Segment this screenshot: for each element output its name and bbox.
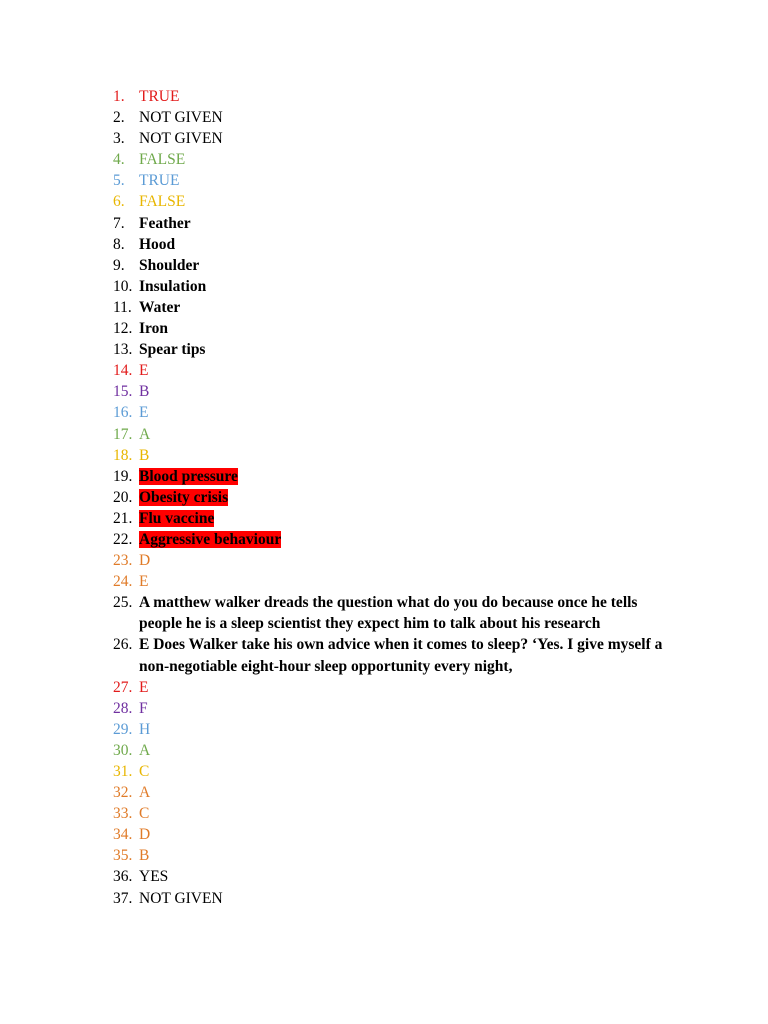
answer-text: NOT GIVEN xyxy=(139,109,223,127)
answer-number: 31. xyxy=(113,763,133,780)
answer-text-wrap xyxy=(139,128,673,149)
answer-item xyxy=(113,381,673,402)
answer-text-wrap xyxy=(139,761,673,782)
answer-number: 24. xyxy=(113,573,133,591)
answer-item xyxy=(113,740,673,761)
answer-text: YES xyxy=(139,868,169,886)
answer-text-wrap xyxy=(139,255,673,276)
answer-number: 10. xyxy=(113,277,133,295)
answer-item xyxy=(113,571,673,592)
answer-text: D xyxy=(139,826,151,844)
answer-text-wrap xyxy=(139,740,673,761)
answer-text-wrap xyxy=(139,170,673,191)
answer-number: 5. xyxy=(113,172,125,190)
answer-text-wrap xyxy=(139,360,673,381)
answer-text-wrap xyxy=(139,424,673,445)
answer-item xyxy=(113,761,673,782)
answer-text-wrap xyxy=(139,445,673,466)
answer-number: 20. xyxy=(113,488,133,506)
answer-text-wrap xyxy=(139,698,673,719)
answer-text: FALSE xyxy=(139,151,186,169)
answer-text-wrap xyxy=(139,824,673,845)
answer-text-wrap xyxy=(139,487,673,508)
answer-text: E xyxy=(139,404,149,422)
answer-item xyxy=(113,698,673,719)
answer-text-wrap xyxy=(139,381,673,402)
answer-item xyxy=(113,234,673,255)
answer-number: 26. xyxy=(113,636,133,654)
answer-text: Feather xyxy=(139,214,191,232)
answer-number: 34. xyxy=(113,826,133,844)
answer-number: 22. xyxy=(113,530,133,548)
answer-text-wrap xyxy=(139,234,673,255)
answer-number: 7. xyxy=(113,214,125,232)
answer-text: A xyxy=(139,741,151,759)
answer-item xyxy=(113,592,673,634)
answer-text: B xyxy=(139,446,150,464)
answer-item xyxy=(113,170,673,191)
answer-number: 8. xyxy=(113,235,125,253)
answer-number: 14. xyxy=(113,362,133,380)
highlighted-answer-text: Blood pressure xyxy=(139,467,238,485)
answer-item xyxy=(113,466,673,487)
answer-number: 2. xyxy=(113,109,125,127)
answer-text-wrap xyxy=(139,592,673,634)
answer-text-wrap xyxy=(139,297,673,318)
answer-text-wrap xyxy=(139,803,673,824)
answer-text: NOT GIVEN xyxy=(139,889,223,907)
answer-text: A matthew walker dreads the question what do you do because once he tells people he is a sleep scientist they expect him to talk about his research xyxy=(139,594,638,633)
answer-text: A xyxy=(139,425,151,443)
answer-text: A xyxy=(139,784,151,802)
answer-number: 3. xyxy=(113,130,125,148)
answer-number: 37. xyxy=(113,889,133,907)
answer-text-wrap xyxy=(139,318,673,339)
answer-number: 30. xyxy=(113,741,133,759)
answer-text: C xyxy=(139,805,150,823)
answer-text: FALSE xyxy=(139,193,186,211)
answer-number: 19. xyxy=(113,467,133,485)
answer-number: 9. xyxy=(113,256,125,274)
answer-text-wrap xyxy=(139,571,673,592)
answer-number: 15. xyxy=(113,383,133,401)
answer-number: 17. xyxy=(113,425,133,443)
answer-item xyxy=(113,86,673,107)
answer-text: TRUE xyxy=(139,88,180,105)
answer-item xyxy=(113,276,673,297)
highlighted-answer-text: Flu vaccine xyxy=(139,509,215,527)
answer-item xyxy=(113,213,673,234)
answer-number: 23. xyxy=(113,552,133,570)
answer-item xyxy=(113,719,673,740)
answer-text: Insulation xyxy=(139,277,207,295)
answer-number: 21. xyxy=(113,509,133,527)
answer-number: 36. xyxy=(113,868,133,886)
answer-number: 13. xyxy=(113,341,133,359)
answer-item xyxy=(113,445,673,466)
answer-text-wrap xyxy=(139,782,673,803)
answer-text: E Does Walker take his own advice when it comes to sleep? ‘Yes. I give myself a non-negotiable eight-hour sleep opportunity every night, xyxy=(139,636,663,675)
answer-number: 6. xyxy=(113,193,125,211)
answer-item xyxy=(113,255,673,276)
answer-number: 1. xyxy=(113,88,125,105)
answer-text-wrap xyxy=(139,634,673,676)
answer-item xyxy=(113,508,673,529)
answer-text-wrap xyxy=(139,866,673,887)
answer-item xyxy=(113,149,673,170)
answer-number: 28. xyxy=(113,699,133,717)
answer-text-wrap xyxy=(139,149,673,170)
answer-number: 27. xyxy=(113,678,133,696)
answer-item xyxy=(113,339,673,360)
answer-item xyxy=(113,107,673,128)
answer-item xyxy=(113,845,673,866)
answer-text-wrap xyxy=(139,466,673,487)
answer-item xyxy=(113,824,673,845)
answer-text-wrap xyxy=(139,86,673,107)
answer-text: Hood xyxy=(139,235,176,253)
answer-text-wrap xyxy=(139,677,673,698)
answer-item xyxy=(113,677,673,698)
answer-text-wrap xyxy=(139,719,673,740)
answer-text: E xyxy=(139,362,149,380)
answer-text: Iron xyxy=(139,320,169,338)
answer-text-wrap xyxy=(139,213,673,234)
answer-number: 4. xyxy=(113,151,125,169)
answer-item xyxy=(113,360,673,381)
answer-number: 33. xyxy=(113,805,133,823)
answer-number: 29. xyxy=(113,720,133,738)
answer-text: C xyxy=(139,763,150,780)
answer-text: Water xyxy=(139,298,181,316)
answer-text-wrap xyxy=(139,845,673,866)
answer-number: 11. xyxy=(113,298,132,316)
answer-item xyxy=(113,550,673,571)
answer-list xyxy=(113,86,673,909)
answer-text: TRUE xyxy=(139,172,180,190)
answer-text-wrap xyxy=(139,550,673,571)
answer-text: F xyxy=(139,699,148,717)
answer-item xyxy=(113,128,673,149)
answer-text-wrap xyxy=(139,508,673,529)
highlighted-answer-text: Aggressive behaviour xyxy=(139,530,282,548)
answer-text-wrap xyxy=(139,276,673,297)
answer-number: 16. xyxy=(113,404,133,422)
answer-item xyxy=(113,191,673,212)
answer-text-wrap xyxy=(139,888,673,909)
answer-number: 12. xyxy=(113,320,133,338)
answer-number: 25. xyxy=(113,594,133,612)
answer-text: E xyxy=(139,678,149,696)
answer-item xyxy=(113,297,673,318)
answer-text-wrap xyxy=(139,402,673,423)
answer-number: 32. xyxy=(113,784,133,802)
answer-item xyxy=(113,424,673,445)
answer-item xyxy=(113,782,673,803)
answer-item xyxy=(113,318,673,339)
answer-item xyxy=(113,487,673,508)
answer-text-wrap xyxy=(139,529,673,550)
answer-text: D xyxy=(139,552,151,570)
answer-item xyxy=(113,529,673,550)
answer-text-wrap xyxy=(139,339,673,360)
answer-item xyxy=(113,866,673,887)
answer-text-wrap xyxy=(139,107,673,128)
answer-item xyxy=(113,402,673,423)
answer-text: B xyxy=(139,383,150,401)
answer-number: 18. xyxy=(113,446,133,464)
answer-text: E xyxy=(139,573,149,591)
answer-text: H xyxy=(139,720,151,738)
answer-item xyxy=(113,803,673,824)
highlighted-answer-text: Obesity crisis xyxy=(139,488,229,506)
answer-item xyxy=(113,634,673,676)
answer-text: B xyxy=(139,847,150,865)
answer-text: Shoulder xyxy=(139,256,200,274)
answer-item xyxy=(113,888,673,909)
answer-number: 35. xyxy=(113,847,133,865)
answer-text: Spear tips xyxy=(139,341,206,359)
answer-text-wrap xyxy=(139,191,673,212)
answer-text: NOT GIVEN xyxy=(139,130,223,148)
